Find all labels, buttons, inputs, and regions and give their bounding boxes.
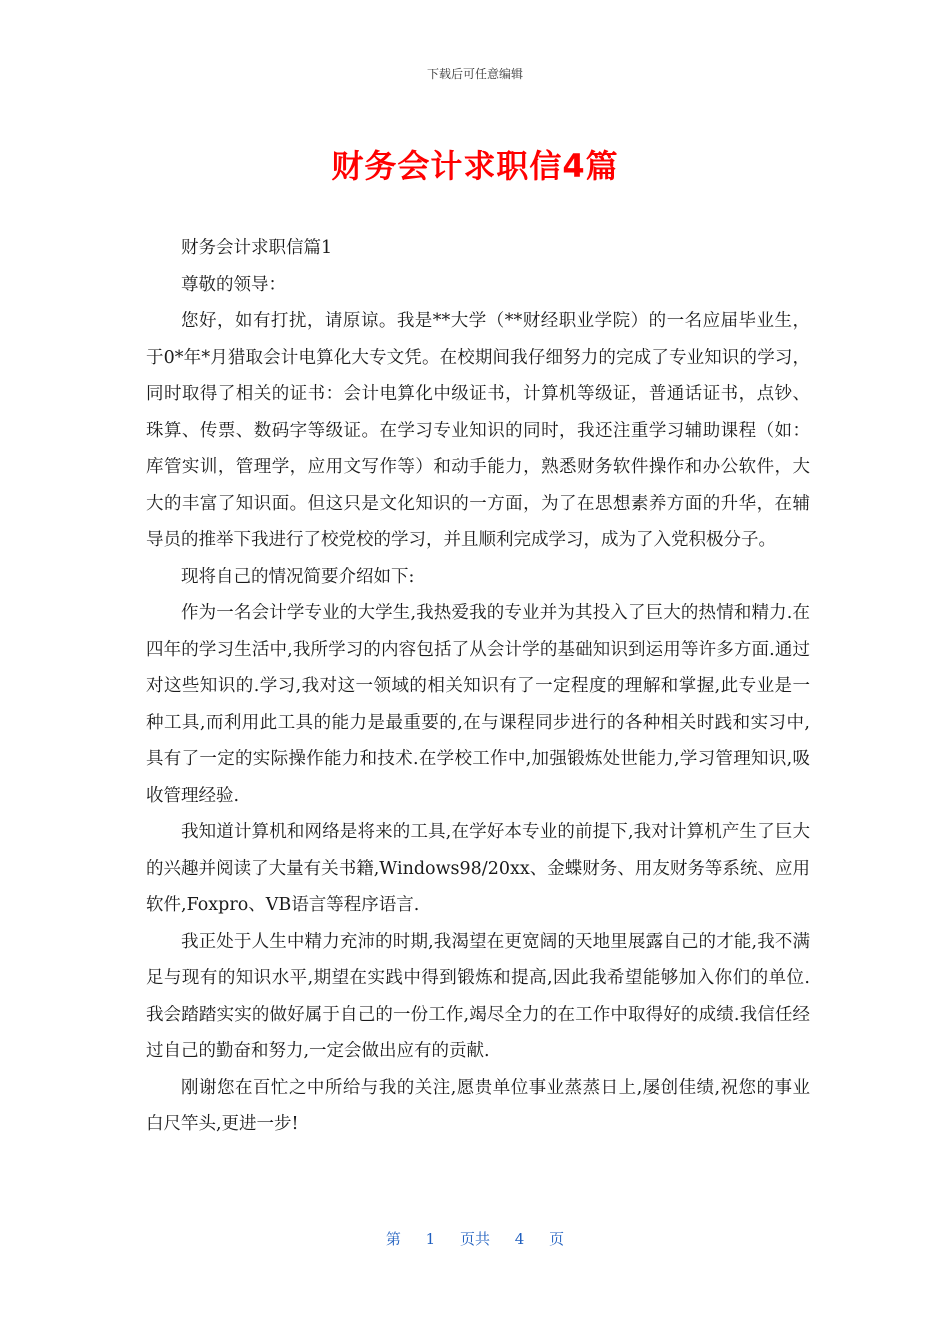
body-paragraph: 您好，如有打扰，请原谅。我是**大学（**财经职业学院）的一名应届毕业生，于0*年*月猎取会计电算化大专文凭。在校期间我仔细努力的完成了专业知识的学习，同时取得了相关的证书：会计电算化中级证书，计算机等级证，普通话证书，点钞、珠算、传票、数码字等级证。在学习专业知识的同时，我还注重学习辅助课程（如：库管实训，管理学，应用文写作等）和动手能力，熟悉财务软件操作和办公软件，大大的丰富了知识面。但这只是文化知识的一方面，为了在思想素养方面的升华，在辅导员的推举下我进行了校党校的学习，并且顺利完成学习，成为了入党积极分子。 [146, 311, 810, 550]
document-body [146, 230, 810, 1143]
salutation: 尊敬的领导： [181, 274, 286, 295]
document-title: 财务会计求职信4篇 [331, 147, 619, 185]
body-paragraph: 刚谢您在百忙之中所给与我的关注,愿贵单位事业蒸蒸日上,屡创佳绩,祝您的事业白尺竿头,更进一步! [146, 1077, 810, 1134]
body-paragraph: 作为一名会计学专业的大学生,我热爱我的专业并为其投入了巨大的热情和精力.在四年的学习生活中,我所学习的内容包括了从会计学的基础知识到运用等许多方面.通过对这些知识的.学习,我对这一领域的相关知识有了一定程度的理解和掌握,此专业是一种工具,而利用此工具的能力是最重要的,在与课程同步进行的各种相关时践和实习中,具有了一定的实际操作能力和技术.在学校工作中,加强锻炼处世能力,学习管理知识,吸收管理经验. [146, 603, 810, 806]
header-note: 下载后可任意编辑 [426, 67, 523, 81]
body-paragraph: 我正处于人生中精力充沛的时期,我渴望在更宽阔的天地里展露自己的才能,我不满足与现有的知识水平,期望在实践中得到锻炼和提高,因此我希望能够加入你们的单位.我会踏踏实实的做好属于自己的一份工作,竭尽全力的在工作中取得好的成绩.我信任经过自己的勤奋和努力,一定会做出应有的贡献. [146, 931, 810, 1061]
section-heading: 财务会计求职信篇1 [181, 238, 333, 258]
body-paragraph: 我知道计算机和网络是将来的工具,在学好本专业的前提下,我对计算机产生了巨大的兴趣并阅读了大量有关书籍,Windows98/20xx、金蝶财务、用友财务等系统、应用软件,Foxpro、VB语言等程序语言. [146, 822, 810, 915]
body-paragraph: 现将自己的情况简要介绍如下: [181, 566, 415, 587]
page-number: 第 1 页共 4 页 [385, 1230, 565, 1248]
